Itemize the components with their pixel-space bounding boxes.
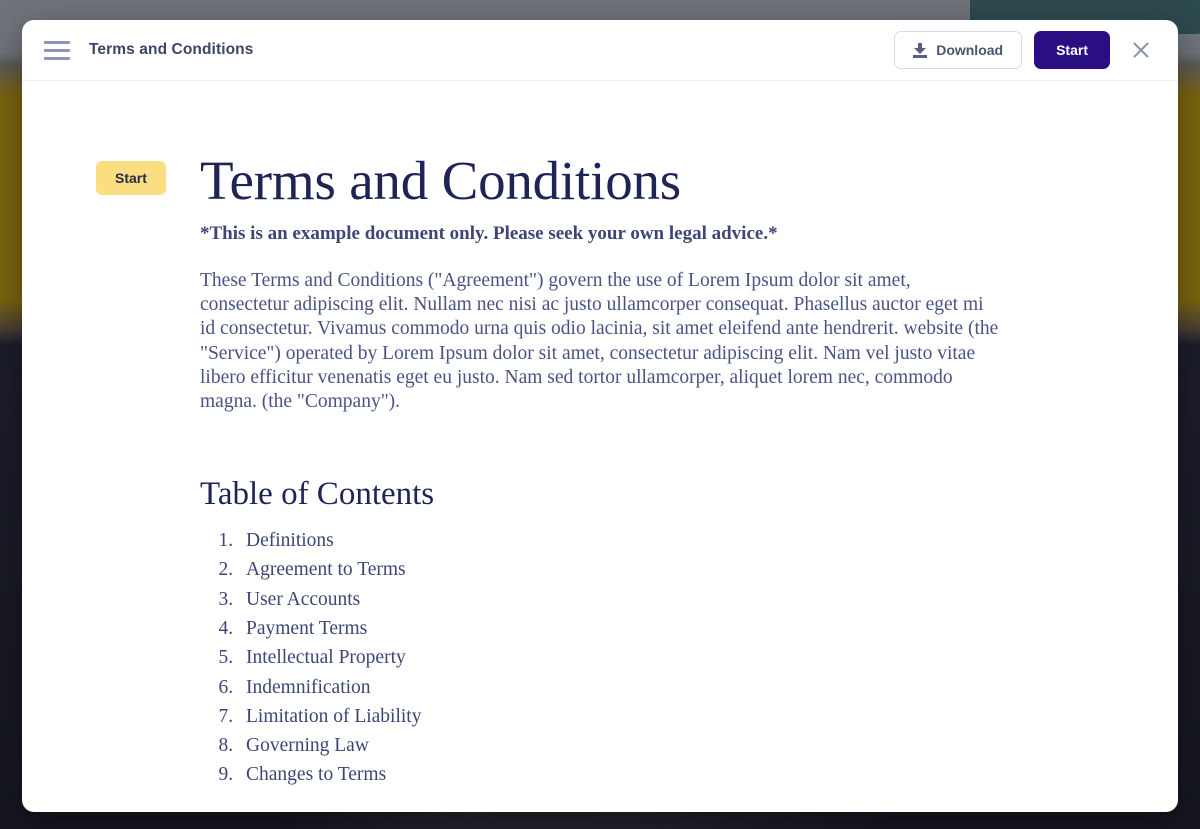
document-modal — [22, 20, 1178, 812]
hamburger-bar — [44, 57, 70, 60]
hamburger-menu-icon[interactable] — [44, 37, 70, 63]
table-of-contents-heading: Table of Contents — [200, 476, 435, 513]
document-disclaimer: *This is an example document only. Please seek your own legal advice.* — [200, 223, 778, 245]
toc-list-item[interactable]: 9. Changes to Terms — [238, 763, 1020, 787]
toc-list-item[interactable]: 7. Limitation of Liability — [238, 705, 1020, 729]
toc-list-item[interactable]: 6. Indemnification — [238, 676, 1020, 700]
download-button[interactable] — [894, 31, 1022, 69]
toc-list-item[interactable]: 8. Governing Law — [238, 734, 1020, 758]
start-badge-button[interactable]: Start — [96, 161, 166, 195]
modal-header — [22, 20, 1178, 81]
hamburger-bar — [44, 49, 70, 52]
intro-paragraph: These Terms and Conditions ("Agreement") govern the use of Lorem Ipsum dolor sit amet, consectetur adipiscing elit. Nullam nec nisi ac justo ullamcorper consequat. Phasellus auctor eget mi id consectetur. Vivamus commodo urna quis odio lacinia, sit amet eleifend ante hendrerit. website (the "Service") operated by Lorem Ipsum dolor sit amet, consectetur adipiscing elit. Nam vel justo vitae libero efficitur venenatis eget eu justo. Nam sed tortor ullamcorper, aliquet lorem nec, commodo magna. (the "Company"). — [200, 270, 999, 412]
modal-title: Terms and Conditions — [89, 41, 254, 58]
toc-list-item[interactable]: 1. Definitions — [238, 529, 1020, 553]
close-icon[interactable] — [1124, 33, 1158, 67]
hamburger-bar — [44, 41, 70, 44]
toc-list-item[interactable]: 2. Agreement to Terms — [238, 558, 1020, 582]
toc-list-item[interactable]: 5. Intellectual Property — [238, 646, 1020, 670]
download-button-label: Download — [936, 42, 1004, 58]
modal-body — [22, 81, 1178, 812]
toc-list-item[interactable]: 4. Payment Terms — [238, 617, 1020, 641]
download-icon — [913, 43, 927, 58]
start-button[interactable]: Start — [1034, 31, 1110, 69]
page-title: Terms and Conditions — [200, 150, 682, 211]
document-content — [115, 150, 1020, 787]
toc-list-item[interactable]: 3. User Accounts — [238, 588, 1020, 612]
table-of-contents-list — [200, 529, 1020, 787]
